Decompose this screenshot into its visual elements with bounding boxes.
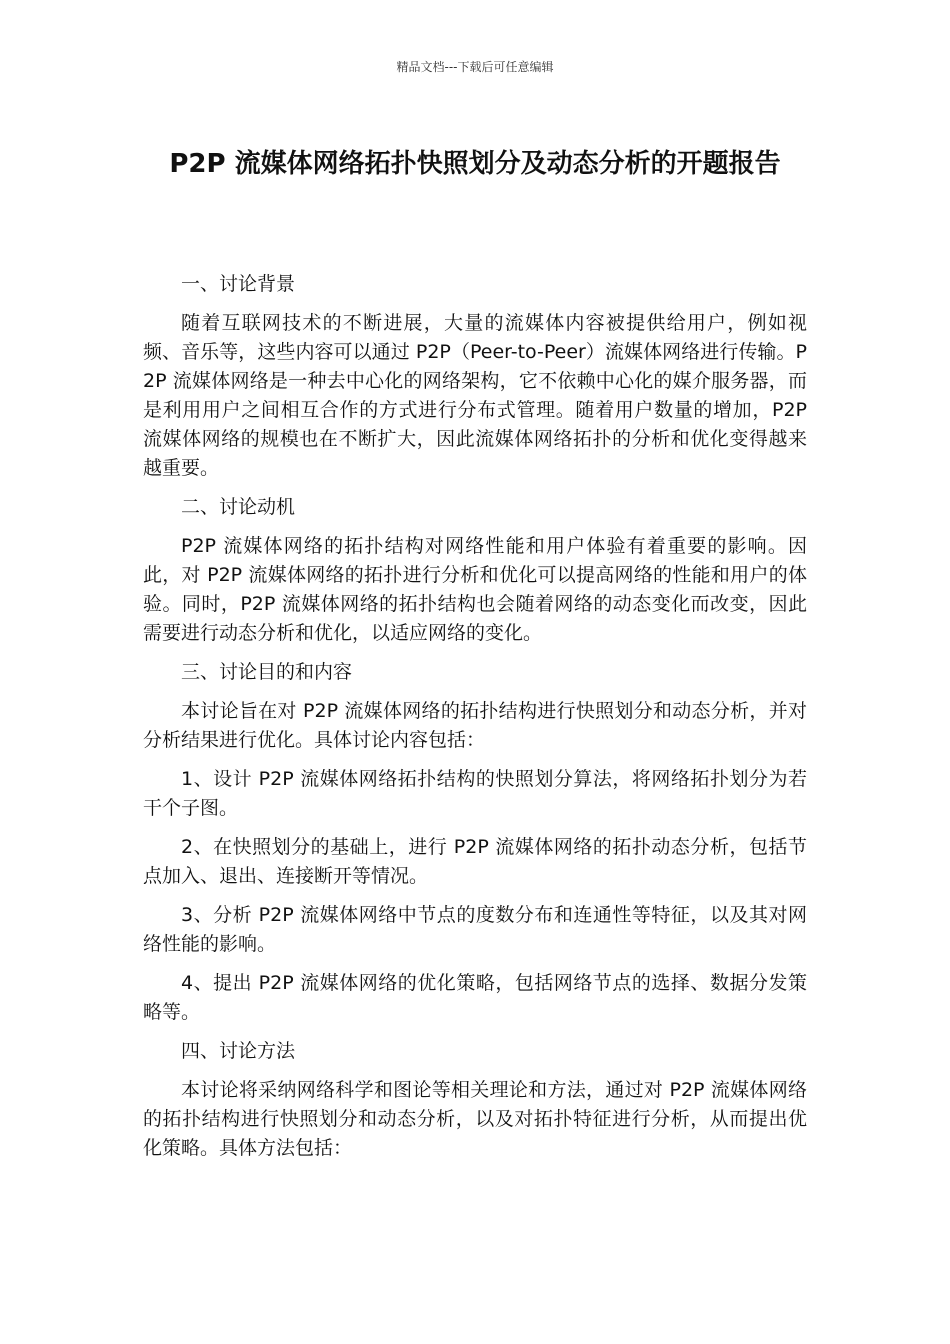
document-title: P2P 流媒体网络拓扑快照划分及动态分析的开题报告 — [169, 149, 781, 179]
page-header-note: 精品文档---下载后可任意编辑 — [396, 60, 554, 74]
section-heading-background: 一、讨论背景 — [181, 273, 296, 295]
list-item-goal-2: 2、在快照划分的基础上，进行 P2P 流媒体网络的拓扑动态分析，包括节点加入、退出、连接断开等情况。 — [143, 836, 807, 887]
section-heading-motivation: 二、讨论动机 — [181, 496, 296, 518]
paragraph-methods: 本讨论将采纳网络科学和图论等相关理论和方法，通过对 P2P 流媒体网络的拓扑结构进行快照划分和动态分析，以及对拓扑特征进行分析，从而提出优化策略。具体方法包括： — [143, 1079, 807, 1159]
section-heading-methods: 四、讨论方法 — [181, 1040, 296, 1062]
paragraph-goals-intro: 本讨论旨在对 P2P 流媒体网络的拓扑结构进行快照划分和动态分析，并对分析结果进行优化。具体讨论内容包括： — [143, 700, 807, 751]
list-item-goal-1: 1、设计 P2P 流媒体网络拓扑结构的快照划分算法，将网络拓扑划分为若干个子图。 — [143, 768, 807, 819]
paragraph-background: 随着互联网技术的不断进展，大量的流媒体内容被提供给用户，例如视频、音乐等，这些内容可以通过 P2P（Peer-to-Peer）流媒体网络进行传输。P2P 流媒体网络是一种去中心化的网络架构，它不依赖中心化的媒介服务器，而是利用用户之间相互合作的方式进行分布式管理。随着用户数量的增加，P2P 流媒体网络的规模也在不断扩大，因此流媒体网络拓扑的分析和优化变得越来越重要。 — [143, 312, 807, 479]
paragraph-motivation: P2P 流媒体网络的拓扑结构对网络性能和用户体验有着重要的影响。因此，对 P2P 流媒体网络的拓扑进行分析和优化可以提高网络的性能和用户的体验。同时，P2P 流媒体网络的拓扑结构也会随着网络的动态变化而改变，因此需要进行动态分析和优化，以适应网络的变化。 — [143, 535, 807, 644]
list-item-goal-3: 3、分析 P2P 流媒体网络中节点的度数分布和连通性等特征，以及其对网络性能的影响。 — [143, 904, 807, 955]
document-body — [143, 270, 807, 1173]
list-item-goal-4: 4、提出 P2P 流媒体网络的优化策略，包括网络节点的选择、数据分发策略等。 — [143, 972, 807, 1023]
section-heading-goals: 三、讨论目的和内容 — [181, 661, 353, 683]
